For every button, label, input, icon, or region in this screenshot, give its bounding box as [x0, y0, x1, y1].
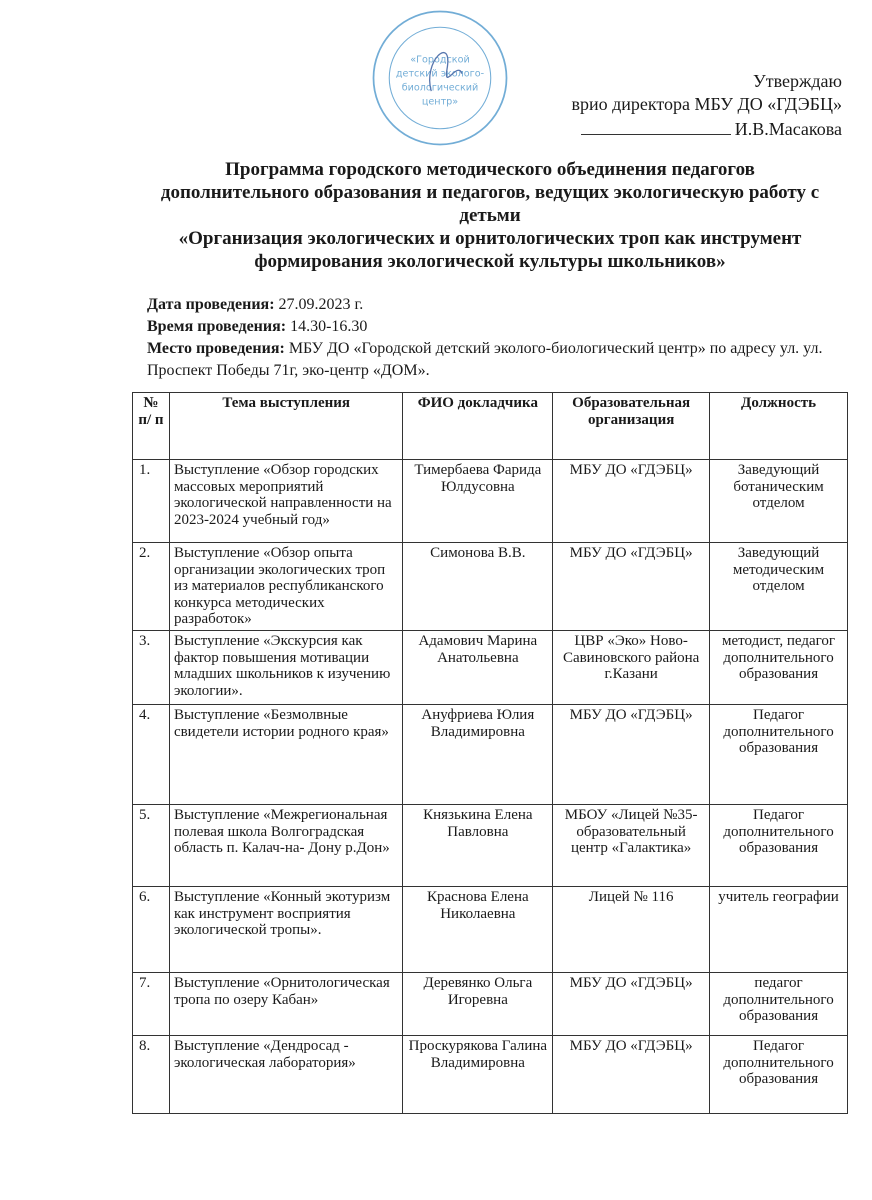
row-number: 8.: [133, 1035, 170, 1113]
position-cell: учитель географии: [710, 886, 848, 972]
event-details: [147, 294, 847, 382]
event-date: [147, 294, 847, 316]
svg-text:детский эколого-: детский эколого-: [395, 68, 485, 80]
program-table: [132, 392, 848, 1114]
position-cell: педагог дополнительного образования: [710, 972, 848, 1035]
row-number: 1.: [133, 460, 170, 543]
event-time: [147, 316, 847, 338]
speaker-cell: Краснова Елена Николаевна: [403, 886, 553, 972]
header-speaker: ФИО докладчика: [403, 393, 553, 460]
place-value: МБУ ДО «Городской детский эколого-биологический центр» по адресу ул. ул. Проспект Победы 71г, эко-центр «ДОМ».: [147, 340, 823, 379]
table-row: [133, 804, 848, 886]
title-line: «Организация экологических и орнитологических троп как инструмент: [178, 228, 802, 249]
organization-cell: МБУ ДО «ГДЭБЦ»: [553, 704, 710, 804]
topic-cell: Выступление «Конный экотуризм как инструмент восприятия экологической тропы».: [169, 886, 403, 972]
organization-cell: ЦВР «Эко» Ново-Савиновского района г.Казани: [553, 630, 710, 704]
approval-heading: Утверждаю: [752, 71, 842, 91]
table-row: [133, 886, 848, 972]
topic-cell: Выступление «Безмолвные свидетели истории родного края»: [169, 704, 403, 804]
row-number: 2.: [133, 543, 170, 631]
topic-cell: Выступление «Обзор опыта организации экологических троп из материалов республиканского конкурса методических разработок»: [169, 543, 403, 631]
topic-cell: Выступление «Межрегиональная полевая школа Волгоградская область п. Калач-на- Дону р.Дон»: [169, 804, 403, 886]
approval-block: [571, 70, 842, 141]
svg-text:биологический: биологический: [401, 82, 479, 94]
position-cell: Педагог дополнительного образования: [710, 804, 848, 886]
document-title: [130, 158, 850, 273]
place-label: Место проведения:: [147, 340, 285, 357]
title-line: формирования экологической культуры школьников»: [254, 251, 726, 272]
date-value: 27.09.2023 г.: [274, 296, 364, 313]
topic-cell: Выступление «Обзор городских массовых мероприятий экологической направленности на 2023-2024 учебный год»: [169, 460, 403, 543]
organization-cell: МБУ ДО «ГДЭБЦ»: [553, 972, 710, 1035]
organization-cell: МБОУ «Лицей №35-образовательный центр «Галактика»: [553, 804, 710, 886]
topic-cell: Выступление «Дендросад - экологическая лаборатория»: [169, 1035, 403, 1113]
organization-cell: МБУ ДО «ГДЭБЦ»: [553, 543, 710, 631]
official-stamp: [370, 8, 510, 148]
position-cell: методист, педагог дополнительного образования: [710, 630, 848, 704]
speaker-cell: Деревянко Ольга Игоревна: [403, 972, 553, 1035]
header-position: Должность: [710, 393, 848, 460]
row-number: 5.: [133, 804, 170, 886]
position-cell: Заведующий методическим отделом: [710, 543, 848, 631]
position-cell: Заведующий ботаническим отделом: [710, 460, 848, 543]
event-place: [147, 338, 847, 382]
table-row: [133, 460, 848, 543]
organization-cell: Лицей № 116: [553, 886, 710, 972]
table-row: [133, 543, 848, 631]
organization-cell: МБУ ДО «ГДЭБЦ»: [553, 1035, 710, 1113]
time-value: 14.30-16.30: [286, 318, 368, 335]
date-label: Дата проведения:: [147, 296, 275, 313]
row-number: 4.: [133, 704, 170, 804]
approver-position: врио директора МБУ ДО «ГДЭБЦ»: [571, 94, 842, 114]
topic-cell: Выступление «Экскурсия как фактор повышения мотивации младших школьников к изучению экологии».: [169, 630, 403, 704]
speaker-cell: Князькина Елена Павловна: [403, 804, 553, 886]
speaker-cell: Адамович Марина Анатольевна: [403, 630, 553, 704]
approver-name: И.В.Масакова: [734, 119, 842, 139]
time-label: Время проведения:: [147, 318, 287, 335]
row-number: 6.: [133, 886, 170, 972]
position-cell: Педагог дополнительного образования: [710, 704, 848, 804]
svg-text:центр»: центр»: [421, 96, 459, 108]
speaker-cell: Ануфриева Юлия Владимировна: [403, 704, 553, 804]
title-line: детьми: [459, 205, 521, 226]
table-row: [133, 630, 848, 704]
speaker-cell: Симонова В.В.: [403, 543, 553, 631]
header-topic: Тема выступления: [169, 393, 403, 460]
title-line: дополнительного образования и педагогов, ведущих экологическую работу с: [160, 182, 820, 203]
svg-text:«Городской: «Городской: [410, 54, 470, 66]
header-organization: Образовательная организация: [553, 393, 710, 460]
row-number: 3.: [133, 630, 170, 704]
organization-cell: МБУ ДО «ГДЭБЦ»: [553, 460, 710, 543]
row-number: 7.: [133, 972, 170, 1035]
signature-line: [581, 116, 731, 135]
table-row: [133, 972, 848, 1035]
speaker-cell: Проскурякова Галина Владимировна: [403, 1035, 553, 1113]
table-header-row: [133, 393, 848, 460]
table-row: [133, 704, 848, 804]
speaker-cell: Тимербаева Фарида Юлдусовна: [403, 460, 553, 543]
table-row: [133, 1035, 848, 1113]
topic-cell: Выступление «Орнитологическая тропа по озеру Кабан»: [169, 972, 403, 1035]
title-line: Программа городского методического объединения педагогов: [225, 159, 755, 180]
position-cell: Педагог дополнительного образования: [710, 1035, 848, 1113]
header-number: № п/ п: [133, 393, 170, 460]
